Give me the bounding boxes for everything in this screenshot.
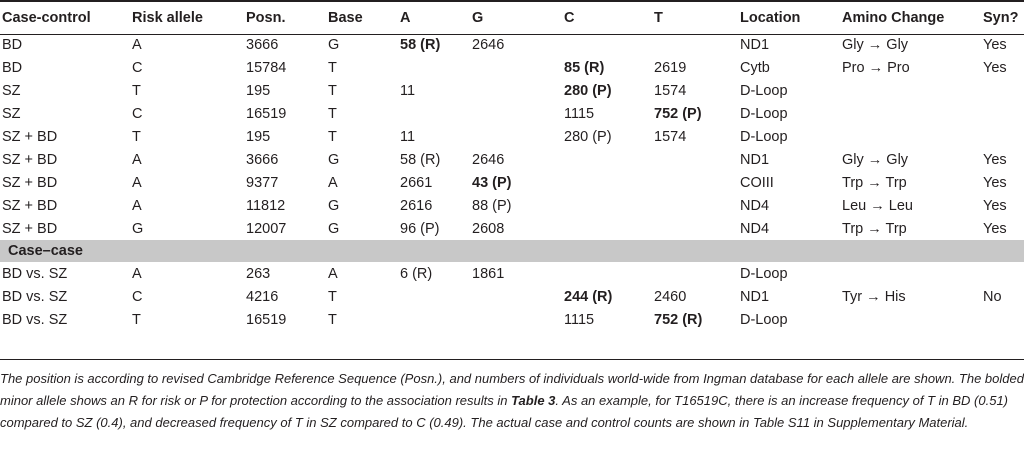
cell-group: BD <box>2 59 23 76</box>
cell-syn: Yes <box>983 59 1007 76</box>
cell-syn <box>981 79 1024 102</box>
cell-a: 58 (R) <box>400 151 441 168</box>
cell-c <box>562 217 652 240</box>
cell-g <box>470 79 562 102</box>
header-a: A <box>400 9 411 26</box>
header-rule <box>0 34 1024 35</box>
cell-t <box>652 262 738 285</box>
cell-t: 1574 <box>654 128 687 145</box>
cell-risk: T <box>132 311 141 328</box>
cell-amino <box>840 79 981 102</box>
cell-g <box>470 56 562 79</box>
cell-amino <box>840 102 981 125</box>
table-row <box>0 56 1024 79</box>
cell-a: 96 (P) <box>400 220 440 237</box>
cell-location: ND1 <box>740 151 770 168</box>
cell-base: G <box>328 36 340 53</box>
cell-syn: Yes <box>983 197 1007 214</box>
cell-risk: A <box>132 197 142 214</box>
cell-base: A <box>328 174 338 191</box>
cell-syn <box>981 308 1024 331</box>
cell-syn <box>981 125 1024 148</box>
cell-location: D-Loop <box>740 105 788 122</box>
cell-amino: Gly → Gly <box>842 36 909 53</box>
cell-c <box>562 148 652 171</box>
cell-c: 1115 <box>564 105 595 122</box>
table-row <box>0 262 1024 285</box>
cell-c: 1115 <box>564 311 595 328</box>
table-row <box>0 125 1024 148</box>
cell-location: D-Loop <box>740 265 788 282</box>
cell-t <box>652 217 738 240</box>
cell-c: 280 (P) <box>564 82 612 99</box>
cell-t: 2460 <box>654 288 687 305</box>
cell-group: SZ + BD <box>2 151 58 168</box>
cell-a <box>398 285 470 308</box>
header-risk-allele: Risk allele <box>132 9 203 26</box>
table-row <box>0 148 1024 171</box>
cell-location: COIII <box>740 174 774 191</box>
table-row <box>0 285 1024 308</box>
section-row <box>0 240 1024 262</box>
footnote-text-1: The position is according to revised Cambridge Reference Sequence (Posn.), and numbers of individuals world-wide from Ingman database for each allele are shown. The bolded minor allele shows an R for risk or P for protection according to the association results in <box>0 371 1024 408</box>
cell-syn <box>981 262 1024 285</box>
header-g: G <box>472 9 484 26</box>
table-row <box>0 102 1024 125</box>
case-case-body <box>0 262 1024 331</box>
cell-amino: Trp → Trp <box>842 174 907 191</box>
cell-amino: Gly → Gly <box>842 151 909 168</box>
cell-group: BD <box>2 36 23 53</box>
cell-t: 752 (P) <box>654 105 702 122</box>
bottom-rule <box>0 359 1024 360</box>
cell-location: D-Loop <box>740 311 788 328</box>
cell-location: D-Loop <box>740 128 788 145</box>
cell-base: G <box>328 197 340 214</box>
cell-posn: 195 <box>246 82 271 99</box>
cell-amino <box>840 125 981 148</box>
footnote-text-2: . As an example, for T16519C, there is an increase frequency of T in BD (0.51) compared to SZ (0.4), and decreased frequency of T in SZ compared to C (0.49). The actual case and control counts are shown in Table S11 in Supplementary Material. <box>0 393 1008 430</box>
cell-a: 11 <box>400 82 416 99</box>
cell-group: SZ + BD <box>2 220 58 237</box>
cell-base: T <box>328 59 337 76</box>
cell-syn: Yes <box>983 220 1007 237</box>
cell-a: 58 (R) <box>400 36 441 53</box>
cell-group: SZ <box>2 82 21 99</box>
cell-c <box>562 194 652 217</box>
cell-posn: 15784 <box>246 59 287 76</box>
cell-risk: A <box>132 36 142 53</box>
cell-c: 280 (P) <box>564 128 612 145</box>
cell-g: 2608 <box>472 220 505 237</box>
cell-risk: G <box>132 220 144 237</box>
cell-g <box>470 125 562 148</box>
section-label: Case–case <box>0 240 1024 262</box>
cell-risk: A <box>132 174 142 191</box>
cell-g <box>470 308 562 331</box>
cell-amino: Tyr → His <box>842 288 906 305</box>
cell-posn: 12007 <box>246 220 287 237</box>
cell-a: 2661 <box>400 174 433 191</box>
header-row <box>0 2 1024 33</box>
cell-base: G <box>328 151 340 168</box>
cell-group: SZ + BD <box>2 174 58 191</box>
header-posn: Posn. <box>246 9 286 26</box>
cell-base: T <box>328 311 337 328</box>
cell-base: G <box>328 220 340 237</box>
cell-risk: C <box>132 105 143 122</box>
cell-amino: Pro → Pro <box>842 59 910 76</box>
cell-posn: 3666 <box>246 36 279 53</box>
cell-syn: Yes <box>983 174 1007 191</box>
cell-amino <box>840 308 981 331</box>
cell-location: D-Loop <box>740 82 788 99</box>
cell-syn: Yes <box>983 151 1007 168</box>
footnote <box>0 368 1024 434</box>
cell-base: T <box>328 288 337 305</box>
cell-group: BD vs. SZ <box>2 288 68 305</box>
cell-g: 2646 <box>472 151 505 168</box>
cell-risk: A <box>132 151 142 168</box>
cell-syn: No <box>983 288 1002 305</box>
cell-group: BD vs. SZ <box>2 265 68 282</box>
cell-posn: 4216 <box>246 288 279 305</box>
cell-group: BD vs. SZ <box>2 311 68 328</box>
cell-location: ND4 <box>740 220 770 237</box>
cell-g: 43 (P) <box>472 174 512 191</box>
header-location: Location <box>740 9 801 26</box>
cell-t <box>652 194 738 217</box>
cell-posn: 11812 <box>246 197 286 214</box>
cell-t <box>652 171 738 194</box>
cell-g <box>470 285 562 308</box>
cell-group: SZ + BD <box>2 197 58 214</box>
cell-posn: 3666 <box>246 151 279 168</box>
table-row <box>0 194 1024 217</box>
header-t: T <box>654 9 663 26</box>
cell-c: 244 (R) <box>564 288 613 305</box>
cell-posn: 263 <box>246 265 271 282</box>
cell-t <box>652 148 738 171</box>
cell-c <box>562 33 652 56</box>
cell-g: 88 (P) <box>472 197 512 214</box>
table-row <box>0 171 1024 194</box>
cell-base: T <box>328 105 337 122</box>
cell-t <box>652 33 738 56</box>
cell-syn: Yes <box>983 36 1007 53</box>
cell-c <box>562 262 652 285</box>
header-syn: Syn? <box>983 9 1019 26</box>
cell-amino <box>840 262 981 285</box>
cell-amino: Leu → Leu <box>842 197 913 214</box>
cell-risk: T <box>132 128 141 145</box>
cell-posn: 195 <box>246 128 271 145</box>
cell-group: SZ <box>2 105 21 122</box>
case-control-body <box>0 33 1024 240</box>
header-base: Base <box>328 9 363 26</box>
cell-a <box>398 56 470 79</box>
cell-risk: A <box>132 265 142 282</box>
cell-risk: T <box>132 82 141 99</box>
header-case-control: Case-control <box>2 9 91 26</box>
table-row <box>0 217 1024 240</box>
cell-a <box>398 308 470 331</box>
cell-posn: 16519 <box>246 311 287 328</box>
cell-t: 2619 <box>654 59 687 76</box>
table-row <box>0 33 1024 56</box>
cell-g: 1861 <box>472 265 505 282</box>
cell-a: 11 <box>400 128 416 145</box>
cell-a: 2616 <box>400 197 433 214</box>
cell-posn: 16519 <box>246 105 287 122</box>
cell-a <box>398 102 470 125</box>
cell-c: 85 (R) <box>564 59 605 76</box>
table-row <box>0 79 1024 102</box>
cell-g: 2646 <box>472 36 505 53</box>
cell-a: 6 (R) <box>400 265 433 282</box>
cell-base: A <box>328 265 338 282</box>
table-row <box>0 308 1024 331</box>
cell-amino: Trp → Trp <box>842 220 907 237</box>
cell-t: 1574 <box>654 82 687 99</box>
header-c: C <box>564 9 575 26</box>
cell-g <box>470 102 562 125</box>
allele-table <box>0 2 1024 331</box>
header-amino-change: Amino Change <box>842 9 945 26</box>
cell-base: T <box>328 82 337 99</box>
cell-syn <box>981 102 1024 125</box>
cell-posn: 9377 <box>246 174 279 191</box>
cell-location: ND4 <box>740 197 770 214</box>
cell-c <box>562 171 652 194</box>
cell-t: 752 (R) <box>654 311 703 328</box>
cell-location: ND1 <box>740 36 770 53</box>
cell-group: SZ + BD <box>2 128 58 145</box>
footnote-table-ref: Table 3 <box>511 393 556 408</box>
cell-location: ND1 <box>740 288 770 305</box>
cell-risk: C <box>132 288 143 305</box>
cell-location: Cytb <box>740 59 770 76</box>
cell-risk: C <box>132 59 143 76</box>
cell-base: T <box>328 128 337 145</box>
